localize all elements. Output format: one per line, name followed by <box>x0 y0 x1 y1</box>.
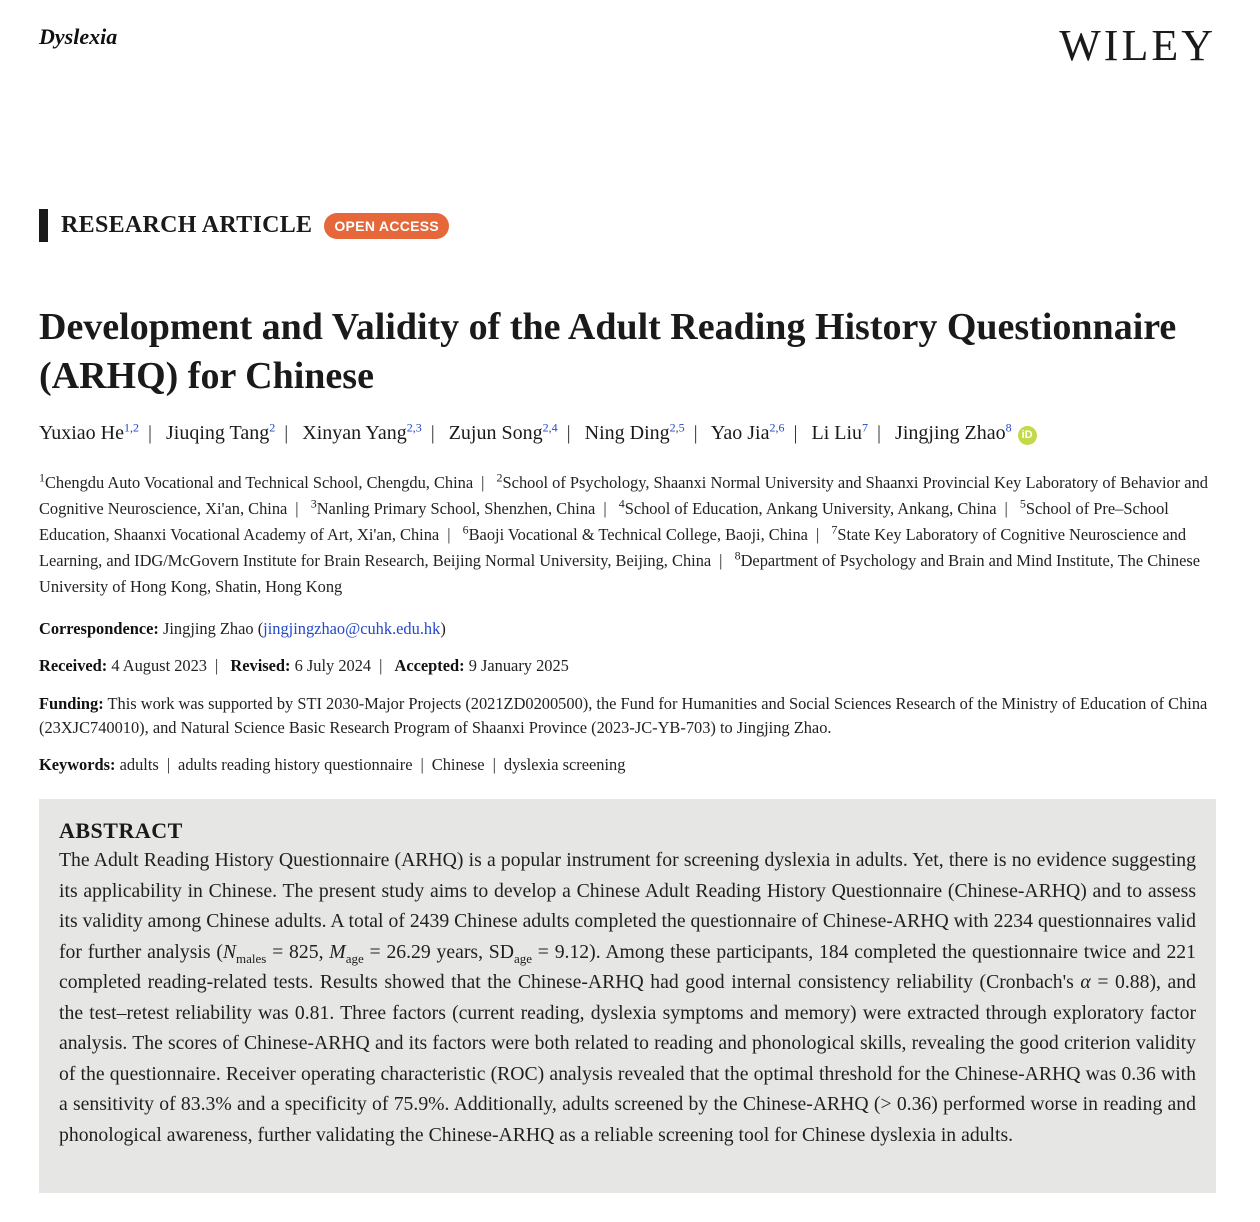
affiliation-number: 5 <box>1019 496 1026 511</box>
author-affiliation-ref[interactable]: 2,3 <box>406 420 422 435</box>
affiliation-separator: | <box>815 525 820 544</box>
stat-subscript: males <box>236 950 267 966</box>
keywords-label: Keywords: <box>39 755 116 774</box>
correspondence-label: Correspondence: <box>39 619 159 638</box>
received-label: Received: <box>39 656 108 675</box>
affiliation-separator: | <box>719 551 723 570</box>
correspondence: Correspondence: Jingjing Zhao (jingjingzhao@cuhk.edu.hk) <box>39 619 446 638</box>
stat-value: = 825, <box>266 940 330 963</box>
article-type-row <box>39 209 449 242</box>
stat-symbol: M <box>329 940 346 963</box>
affiliation-number: 3 <box>310 496 317 511</box>
stat-value: = 9.12). <box>532 940 601 963</box>
stat-subscript: age <box>513 950 532 966</box>
author-link[interactable]: Yuxiao He <box>39 422 124 444</box>
correspondence-name: Jingjing Zhao <box>163 619 254 638</box>
affiliation-number: 4 <box>618 496 625 511</box>
author-link[interactable]: Li Liu <box>811 422 863 444</box>
author-affiliation-ref[interactable]: 2,4 <box>542 420 558 435</box>
affiliation-number: 8 <box>734 548 741 563</box>
stat-value: = 26.29 years, SD <box>363 940 514 963</box>
author-link[interactable]: Ning Ding <box>584 422 670 444</box>
date-separator: | <box>379 656 383 675</box>
affiliation-separator: | <box>447 525 451 544</box>
journal-name[interactable]: Dyslexia <box>39 24 118 49</box>
affiliation-separator: | <box>603 499 607 518</box>
author-separator: | <box>430 422 435 444</box>
author-separator: | <box>693 422 698 444</box>
funding-label: Funding: <box>39 694 104 713</box>
keyword[interactable]: adults <box>119 755 159 774</box>
affiliations <box>39 470 1229 600</box>
affiliation-text: Department of Psychology and Brain and Mind Institute, The Chinese University of Hong Kong, Shatin, Hong Kong <box>39 551 1201 596</box>
accepted-date: 9 January 2025 <box>468 656 569 675</box>
date-separator: | <box>215 656 219 675</box>
affiliation-text: School of Psychology, Shaanxi Normal University and Shaanxi Provincial Key Laboratory of Behavior and Cognitive Neuroscience, Xi'an, China <box>39 473 1208 518</box>
stat-symbol: α <box>1080 971 1091 993</box>
affiliation-text: Chengdu Auto Vocational and Technical School, Chengdu, China <box>45 473 474 492</box>
article-dates <box>39 655 1224 677</box>
abstract-part: = 0.88), and the test–retest reliability was 0.81. Three factors (current reading, dyslexia symptoms and memory) were extracted through exploratory factor analysis. The scores of Chinese-ARHQ and its factors were both related to reading and phonological skills, revealing the good criterion validity of the questionnaire. Receiver operating characteristic (ROC) analysis revealed that the optimal threshold for the Chinese-ARHQ was 0.36 with a sensitivity of 83.3% and a specificity of 75.9%. Additionally, adults screened by the Chinese-ARHQ (> 0.36) performed worse in reading and phonological awareness, further validating the Chinese-ARHQ as a reliable screening tool for Chinese dyslexia in adults. <box>59 971 1196 1146</box>
abstract-part: The Adult Reading History Questionnaire (ARHQ) is a popular instrument for screening dyslexia in adults. Yet, there is no evidence suggesting its applicability in Chinese. The present study aims to develop a Chinese Adult Reading History Questionnaire (Chinese-ARHQ) and to assess its validity among Chinese adults. A total of 2439 Chinese adults completed the questionnaire of Chinese-ARHQ with 2234 questionnaires valid for further analysis ( <box>59 849 1196 963</box>
keyword[interactable]: Chinese <box>431 755 485 774</box>
author-separator: | <box>284 422 289 444</box>
funding-text: This work was supported by STI 2030-Major Projects (2021ZD0200500), the Fund for Humanities and Social Sciences Research of the Ministry of Education of China (23XJC740010), and Natural Science Basic Research Program of Shaanxi Province (2023-JC-YB-703) to Jingjing Zhao. <box>39 694 1208 737</box>
keyword[interactable]: dyslexia screening <box>503 755 626 774</box>
affiliation-number: 1 <box>39 470 45 485</box>
author-separator: | <box>877 422 882 444</box>
affiliation-number: 6 <box>462 522 469 537</box>
open-access-badge: OPEN ACCESS <box>324 213 449 239</box>
revised-date: 6 July 2024 <box>294 656 372 675</box>
author-affiliation-ref[interactable]: 2 <box>269 420 276 435</box>
affiliation-text: State Key Laboratory of Cognitive Neuroscience and Learning, and IDG/McGovern Institute for Brain Research, Beijing Normal University, Beijing, China <box>39 525 1187 570</box>
article-type-bar <box>39 209 48 242</box>
abstract-text <box>59 845 1196 1150</box>
author-link[interactable]: Jingjing Zhao <box>895 422 1006 444</box>
publisher-logo[interactable]: WILEY <box>1059 21 1216 70</box>
correspondence-email-link[interactable]: jingjingzhao@cuhk.edu.hk <box>263 619 441 638</box>
author-affiliation-ref[interactable]: 1,2 <box>123 420 139 435</box>
keyword-separator: | <box>492 755 496 774</box>
received-date: 4 August 2023 <box>111 656 207 675</box>
keyword[interactable]: adults reading history questionnaire <box>178 755 413 774</box>
author-list <box>39 420 1219 446</box>
revised-label: Revised: <box>230 656 291 675</box>
author-affiliation-ref[interactable]: 8 <box>1005 420 1012 435</box>
affiliation-text: School of Pre–School Education, Shaanxi Vocational Academy of Art, Xi'an, China <box>39 499 1169 544</box>
author-link[interactable]: Xinyan Yang <box>302 422 407 444</box>
abstract-box <box>39 799 1216 1193</box>
abstract-part: Among these participants, 184 completed the questionnaire twice and 221 completed reading-related tests. Results showed that the Chinese-ARHQ had good internal consistency reliability (Cronbach's <box>59 940 1196 993</box>
author-link[interactable]: Jiuqing Tang <box>166 422 270 444</box>
affiliation-separator: | <box>481 473 485 492</box>
stat-symbol: N <box>222 940 237 963</box>
keyword-separator: | <box>420 755 424 774</box>
stat-subscript: age <box>345 950 364 966</box>
funding <box>39 692 1224 740</box>
keyword-separator: | <box>166 755 171 774</box>
article-type-label: RESEARCH ARTICLE <box>61 212 313 238</box>
orcid-icon[interactable]: iD <box>1018 426 1037 445</box>
affiliation-separator: | <box>1004 499 1008 518</box>
keywords <box>39 754 1224 776</box>
author-affiliation-ref[interactable]: 2,5 <box>669 420 685 435</box>
author-separator: | <box>147 422 152 444</box>
author-affiliation-ref[interactable]: 7 <box>862 420 869 435</box>
affiliation-separator: | <box>295 499 299 518</box>
article-title: Development and Validity of the Adult Reading History Questionnaire (ARHQ) for Chinese <box>39 306 1177 397</box>
author-separator: | <box>793 422 798 444</box>
accepted-label: Accepted: <box>394 656 465 675</box>
author-separator: | <box>566 422 571 444</box>
author-affiliation-ref[interactable]: 2,6 <box>769 420 785 435</box>
affiliation-text: School of Education, Ankang University, Ankang, China <box>624 499 997 518</box>
affiliation-number: 7 <box>831 522 838 537</box>
affiliation-number: 2 <box>496 470 503 485</box>
author-link[interactable]: Yao Jia <box>710 422 770 444</box>
author-link[interactable]: Zujun Song <box>448 422 543 444</box>
affiliation-text: Nanling Primary School, Shenzhen, China <box>316 499 596 518</box>
affiliation-text: Baoji Vocational & Technical College, Baoji, China <box>468 525 808 544</box>
abstract-heading: ABSTRACT <box>59 818 183 843</box>
